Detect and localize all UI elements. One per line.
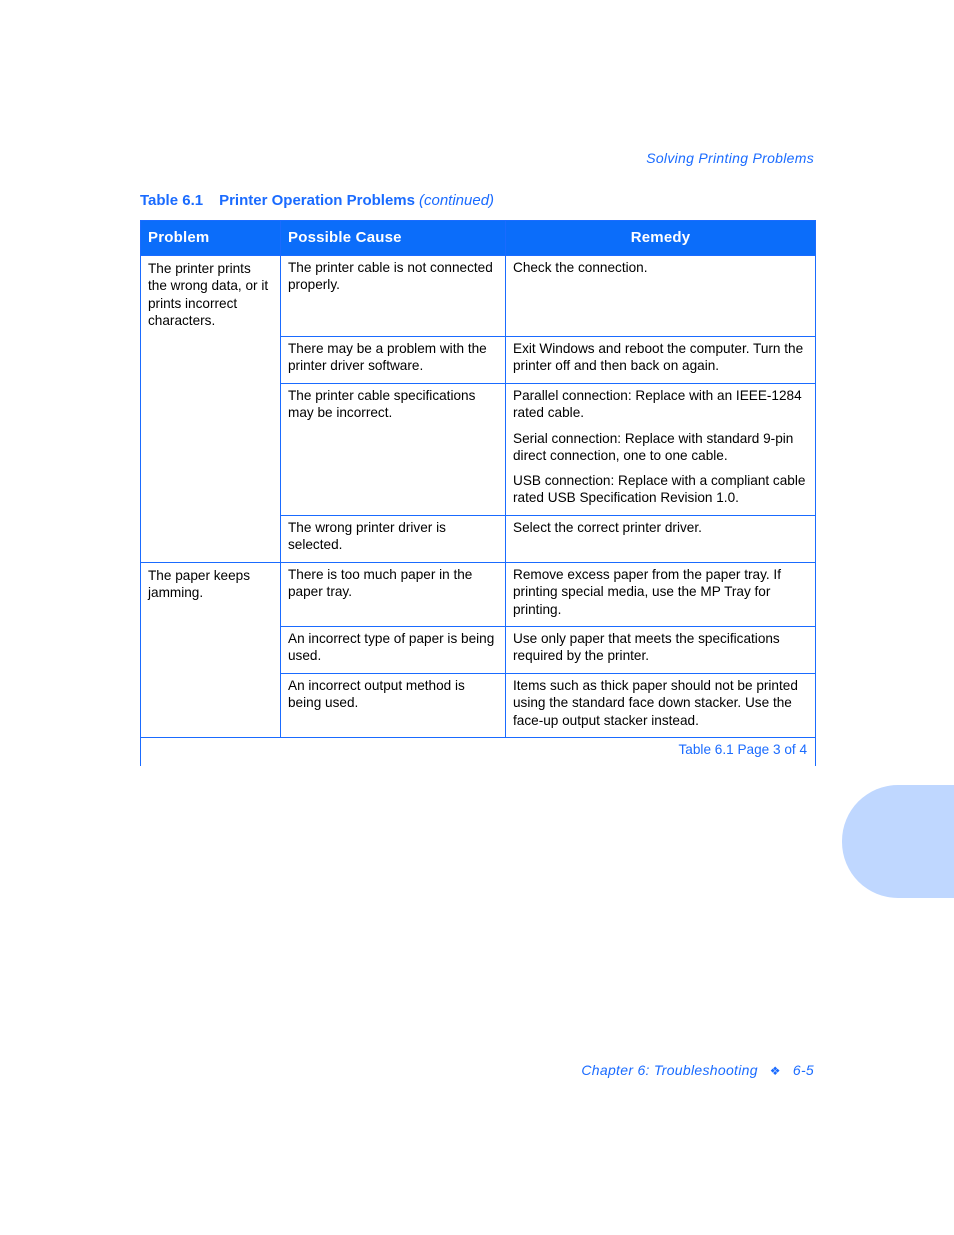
remedy-text: Check the connection. bbox=[513, 260, 648, 275]
remedy-cell bbox=[506, 256, 816, 337]
remedy-text: USB connection: Replace with a compliant cable rated USB Specification Revision 1.0. bbox=[513, 473, 806, 506]
remedy-cell bbox=[506, 563, 816, 627]
printer-problems-table bbox=[140, 220, 816, 766]
remedy-cell bbox=[506, 516, 816, 563]
remedy-text: Parallel connection: Replace with an IEEE-1284 rated cable. bbox=[513, 388, 802, 421]
remedy-cell bbox=[506, 337, 816, 384]
table-row bbox=[141, 256, 816, 337]
header-possible-cause: Possible Cause bbox=[281, 221, 506, 256]
running-head: Solving Printing Problems bbox=[646, 150, 814, 166]
table-number: Table 6.1 bbox=[140, 192, 204, 209]
remedy-cell bbox=[506, 627, 816, 674]
remedy-cell bbox=[506, 384, 816, 516]
problem-cell: The printer prints the wrong data, or it prints incorrect characters. bbox=[141, 256, 281, 563]
remedy-text: Items such as thick paper should not be printed using the standard face down stacker. Use the face-up output stacker instead. bbox=[513, 678, 798, 728]
header-problem: Problem bbox=[141, 221, 281, 256]
cause-cell: The wrong printer driver is selected. bbox=[281, 516, 506, 563]
cause-cell: An incorrect type of paper is being used. bbox=[281, 627, 506, 674]
table-header-row bbox=[141, 221, 816, 256]
cause-cell: There is too much paper in the paper tray. bbox=[281, 563, 506, 627]
table-continued-label: (continued) bbox=[418, 192, 495, 209]
cause-cell: There may be a problem with the printer driver software. bbox=[281, 337, 506, 384]
remedy-cell bbox=[506, 674, 816, 738]
problem-cell: The paper keeps jamming. bbox=[141, 563, 281, 738]
header-remedy: Remedy bbox=[506, 221, 816, 256]
footer-chapter: Chapter 6: Troubleshooting bbox=[581, 1062, 758, 1078]
table-page-indicator: Table 6.1 Page 3 of 4 bbox=[141, 738, 816, 767]
remedy-text: Exit Windows and reboot the computer. Turn the printer off and then back on again. bbox=[513, 341, 804, 374]
cause-cell: An incorrect output method is being used. bbox=[281, 674, 506, 738]
remedy-text: Serial connection: Replace with standard 9-pin direct connection, one to one cable. bbox=[513, 430, 794, 463]
table-caption bbox=[140, 192, 494, 209]
table-row bbox=[141, 563, 816, 627]
page-footer bbox=[581, 1062, 814, 1078]
page-number: 6-5 bbox=[792, 1062, 814, 1078]
chapter-thumb-tab bbox=[842, 785, 954, 898]
table-footer-row bbox=[141, 738, 816, 767]
cause-cell: The printer cable is not connected properly. bbox=[281, 256, 506, 337]
cause-cell: The printer cable specifications may be incorrect. bbox=[281, 384, 506, 516]
footer-separator-icon: ❖ bbox=[769, 1064, 781, 1078]
remedy-text: Use only paper that meets the specifications required by the printer. bbox=[513, 631, 780, 664]
remedy-text: Remove excess paper from the paper tray. If printing special media, use the MP Tray for printing. bbox=[513, 567, 781, 617]
remedy-text: Select the correct printer driver. bbox=[513, 520, 702, 535]
table-title: Printer Operation Problems bbox=[219, 192, 415, 209]
